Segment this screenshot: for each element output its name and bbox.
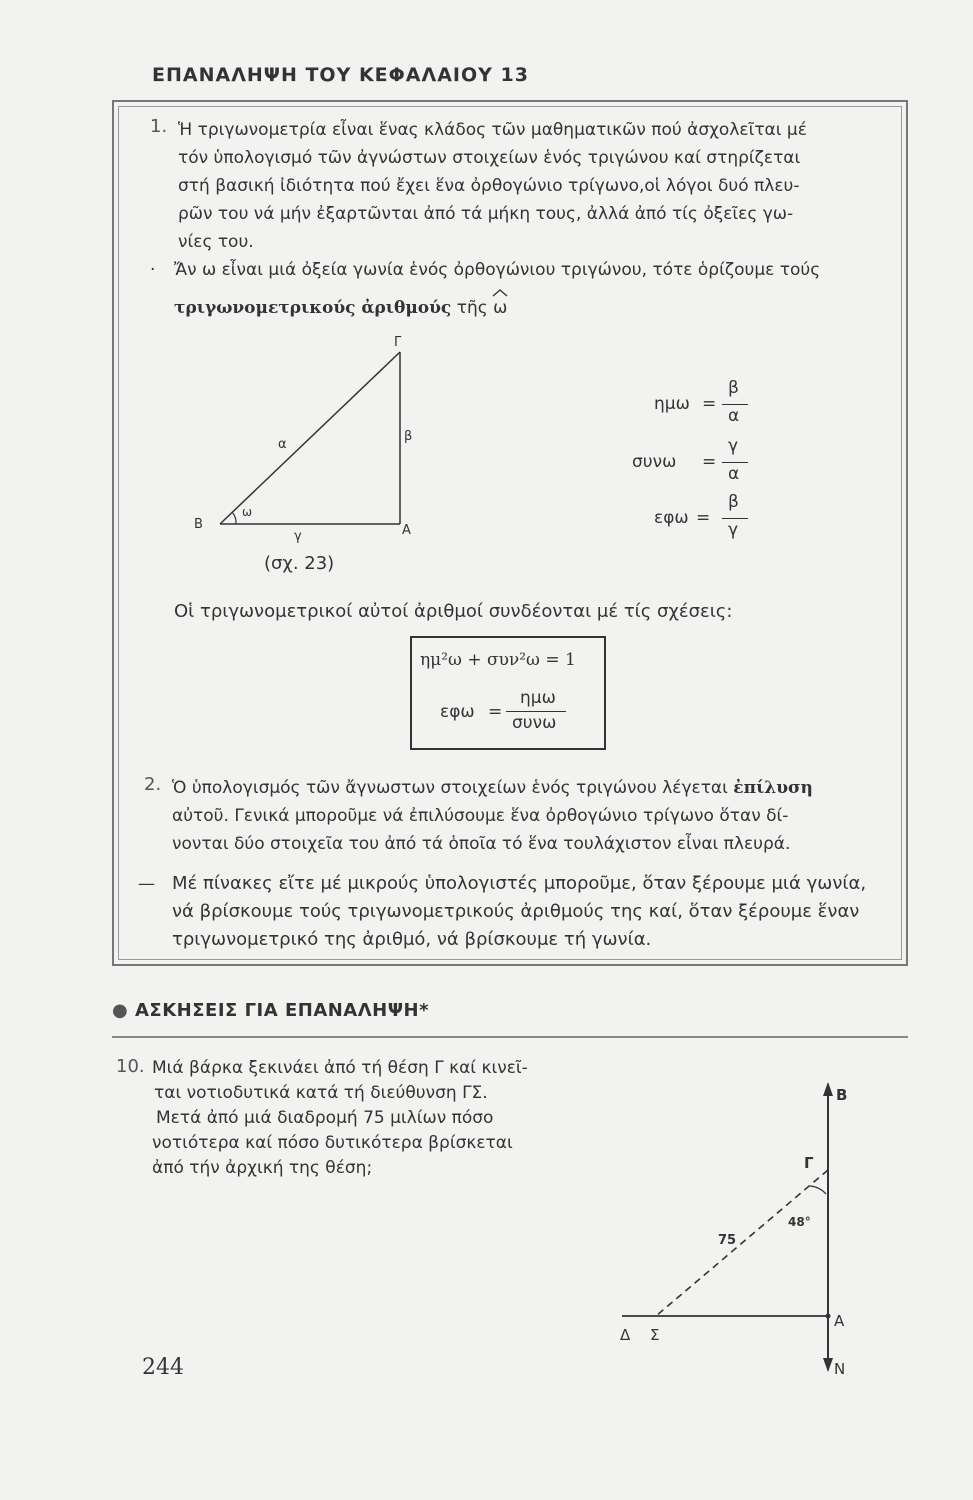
section-1-line: τόν ὑπολογισμό τῶν ἀγνώστων στοιχείων ἑνός τριγώνου καί στηρίζεται <box>178 148 801 168</box>
definition-rest: τῆς <box>456 298 488 318</box>
boat-figure <box>600 1070 870 1380</box>
angle-omega-letter: ω <box>493 298 508 318</box>
intro-bullet: · <box>150 260 156 280</box>
figure-caption: (σχ. 23) <box>264 553 335 574</box>
angle-48-arc <box>810 1186 826 1194</box>
south-n-label: Ν <box>834 1360 846 1378</box>
cos-numerator: γ <box>728 436 739 456</box>
section-2-line-1 <box>172 774 813 802</box>
side-b-label: β <box>404 429 413 444</box>
cos-eq: = <box>702 452 717 472</box>
side-a-label: α <box>278 437 287 452</box>
exercises-title: ΑΣΚΗΣΕΙΣ ΓΙΑ ΕΠΑΝΑΛΗΨΗ* <box>135 1000 430 1021</box>
section-number-2: 2. <box>144 774 162 795</box>
section-2-dash: — <box>138 874 155 894</box>
angle-w-label: ω <box>242 505 253 519</box>
angle-48-label: 48° <box>788 1215 811 1229</box>
tan-name: εφω <box>654 508 689 528</box>
definition-line <box>174 294 507 322</box>
point-a-label: Α <box>834 1312 845 1330</box>
section-2-line-2: αὐτοῦ. Γενικά μποροῦμε νά ἐπιλύσουμε ἕνα ὀρθογώνιο τρίγωνο ὅταν δί- <box>172 806 789 826</box>
section-1-line: στή βασική ἰδιότητα πού ἔχει ἕνα ὀρθογώνιο τρίγωνο,οἱ λόγοι δυό πλευ- <box>178 176 800 196</box>
bullet-dot-icon: ● <box>112 1000 129 1021</box>
section-2-line-1-text: Ὁ ὑπολογισμός τῶν ἄγνωστων στοιχείων ἑνός τριγώνου λέγεται <box>172 778 728 798</box>
tan-denominator: γ <box>728 520 739 540</box>
tan-numerator: β <box>728 492 739 512</box>
vertex-b-label: Β <box>194 517 203 532</box>
path-gs-line <box>656 1170 828 1316</box>
tan-relation-denominator: συνω <box>512 713 557 733</box>
intro-line: Ἄν ω εἶναι μιά ὀξεία γωνία ἑνός ὀρθογώνιου τριγώνου, τότε ὁρίζουμε τούς <box>174 260 821 280</box>
section-2-line-6: τριγωνομετρικό της ἀριθμό, νά βρίσκουμε τή γωνία. <box>172 929 652 950</box>
section-1-paragraph <box>178 116 898 256</box>
cos-name: συνω <box>632 452 677 472</box>
side-c-label: γ <box>294 529 302 544</box>
section-number-1: 1. <box>150 116 168 137</box>
sin-numerator: β <box>728 378 739 398</box>
sin-name: ημω <box>654 394 690 414</box>
north-b-label: Β <box>836 1086 848 1104</box>
section-2-line-5: νά βρίσκουμε τούς τριγωνομετρικούς ἀριθμούς της καί, ὅταν ξέρουμε ἕναν <box>172 901 860 922</box>
exercise-number-10: 10. <box>116 1056 145 1077</box>
chapter-header: ΕΠΑΝΑΛΗΨΗ ΤΟΥ ΚΕΦΑΛΑΙΟΥ 13 <box>152 64 529 86</box>
north-arrow-icon <box>823 1082 833 1096</box>
identity-formula: ημ²ω + συν²ω = 1 <box>420 650 576 670</box>
arc-hat-icon <box>491 288 509 298</box>
cos-denominator: α <box>728 464 740 484</box>
section-rule <box>112 1036 908 1038</box>
triangle-figure <box>180 328 440 558</box>
exercise-10-text <box>152 1056 592 1181</box>
exercise-10-line: ται νοτιοδυτικά κατά τή διεύθυνση ΓΣ. <box>154 1083 488 1103</box>
definition-bold-term: τριγωνομετρικούς ἀριθμούς <box>174 298 452 318</box>
point-a-dot <box>826 1314 831 1319</box>
angle-omega-symbol <box>493 298 507 318</box>
angle-arc <box>232 512 236 524</box>
page-number: 244 <box>142 1355 184 1380</box>
side-a-line <box>220 352 400 524</box>
exercises-heading <box>112 1000 429 1021</box>
exercise-10-line: Μετά ἀπό μιά διαδρομή 75 μιλίων πόσο <box>156 1108 494 1128</box>
relations-intro: Οἱ τριγωνομετρικοί αὐτοί ἀριθμοί συνδέονται μέ τίς σχέσεις: <box>174 601 733 622</box>
west-d-label: Δ <box>620 1326 631 1344</box>
distance-75-label: 75 <box>718 1233 737 1248</box>
section-1-line: νίες του. <box>178 232 254 252</box>
vertex-g-label: Γ <box>394 335 402 350</box>
point-g-label: Γ <box>804 1154 814 1172</box>
tan-fraction-line <box>722 518 748 519</box>
south-arrow-icon <box>823 1358 833 1372</box>
sin-fraction-line <box>722 404 748 405</box>
cos-fraction-line <box>722 462 748 463</box>
section-1-line: ρῶν του νά μήν ἐξαρτῶνται ἀπό τά μήκη τους, ἀλλά ἀπό τίς ὀξεῖες γω- <box>178 204 794 224</box>
section-2-line-4: Μέ πίνακες εἴτε μέ μικρούς ὑπολογιστές μποροῦμε, ὅταν ξέρουμε μιά γωνία, <box>172 873 867 894</box>
tan-relation-eq: = <box>488 702 503 722</box>
vertex-a-label: Α <box>402 523 411 538</box>
sin-denominator: α <box>728 406 740 426</box>
exercise-10-line: Μιά βάρκα ξεκινάει ἀπό τή θέση Γ καί κινεῖ- <box>152 1058 528 1078</box>
sin-eq: = <box>702 394 717 414</box>
exercise-10-line: ἀπό τήν ἀρχική της θέση; <box>152 1158 373 1178</box>
section-1-line: Ἡ τριγωνομετρία εἶναι ἕνας κλάδος τῶν μαθηματικῶν πού ἀσχολεῖται μέ <box>178 120 807 140</box>
tan-eq: = <box>696 508 711 528</box>
section-2-line-3: νονται δύο στοιχεῖα του ἀπό τά ὁποῖα τό ἕνα τουλάχιστον εἶναι πλευρά. <box>172 834 791 854</box>
tan-relation-name: εφω <box>440 702 475 722</box>
tan-relation-numerator: ημω <box>520 688 556 708</box>
tan-relation-fraction-line <box>506 711 566 712</box>
section-2-bold-term: ἐπίλυση <box>733 778 813 798</box>
exercise-10-line: νοτιότερα καί πόσο δυτικότερα βρίσκεται <box>152 1133 513 1153</box>
point-s-label: Σ <box>650 1326 660 1344</box>
